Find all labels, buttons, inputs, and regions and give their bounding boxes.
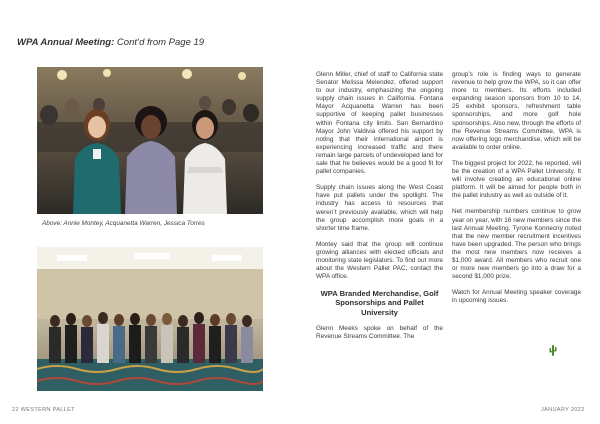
- running-header: [17, 37, 204, 48]
- bottom-photo: [37, 247, 263, 391]
- article-column-middle: [316, 71, 443, 349]
- article-paragraph: Watch for Annual Meeting speaker coverage in upcoming issues.: [452, 289, 581, 305]
- article-column-right: [452, 71, 581, 313]
- footer-page-number: 22 WESTERN PALLET: [12, 407, 75, 413]
- article-paragraph: Glenn Miller, chief of staff to California state Senator Melissa Melendez, offered support to our industry, emphasizing the ongoing supply chain issues in California. Fontana Mayor Acquanetta Warren has been supportive of keeping pallet businesses within Fontana city limits. San Bernardino Mayor John Valdivia offered his support by noting that their international airport is experiencing increased traffic and there remain large parcels of undeveloped land for sale that he believes would be a good fit for pallet companies.: [316, 71, 443, 176]
- top-photo-caption: Above: Annie Montey, Acquanetta Warren, Jessica Torres: [42, 220, 205, 227]
- cactus-icon: [549, 345, 557, 356]
- article-paragraph: Net membership numbers continue to grow year on year, with 16 new members since the last Annual Meeting. Tyrone Konnecny noted that the new member recruitment incentives have been upgraded. The person who brings the most new members now receives a $1,000 award. All members who recruit one or more new members go into a draw for a second $1,000 prize.: [452, 208, 581, 281]
- article-paragraph: Supply chain issues along the West Coast have put pallets under the spotlight. The industry has access to resources that weren’t previously available, which will help the group accomplish more goals in a shorter time frame.: [316, 184, 443, 232]
- bottom-photo-image: [37, 247, 263, 391]
- top-photo-image: [37, 67, 263, 214]
- header-title-bold: WPA Annual Meeting:: [17, 37, 115, 48]
- article-paragraph: Glenn Meeks spoke on behalf of the Revenue Streams Committee. The: [316, 324, 443, 340]
- article-paragraph: Montey said that the group will continue growing alliances with elected officials and monitoring state legislators. To find out more about the Western Pallet PAC, contact the WPA office.: [316, 240, 443, 281]
- top-photo: [37, 67, 263, 214]
- article-paragraph: group’s role is finding ways to generate revenue to help grow the WPA, so it can offer more to members. Its efforts included expanding season sponsors from 10 to 14, 25 exhibit sponsors, refreshment table sponsorships, and more golf hole sponsorships. Also new, through the efforts of the Revenue Streams Committee, WPA is now offering logo merchandise, which will be available to order online.: [452, 71, 581, 151]
- header-title-rest: Cont’d from Page 19: [114, 37, 205, 48]
- section-subhead: WPA Branded Merchandise, Golf Sponsorships and Pallet University: [320, 289, 439, 317]
- article-paragraph: The biggest project for 2022, he reported, will be the creation of a WPA Pallet University. It will involve creating an educational online platform. It will be aimed for people both in the pallet industry as well as outside of it.: [452, 159, 581, 200]
- footer-issue-date: JANUARY 2022: [541, 407, 585, 413]
